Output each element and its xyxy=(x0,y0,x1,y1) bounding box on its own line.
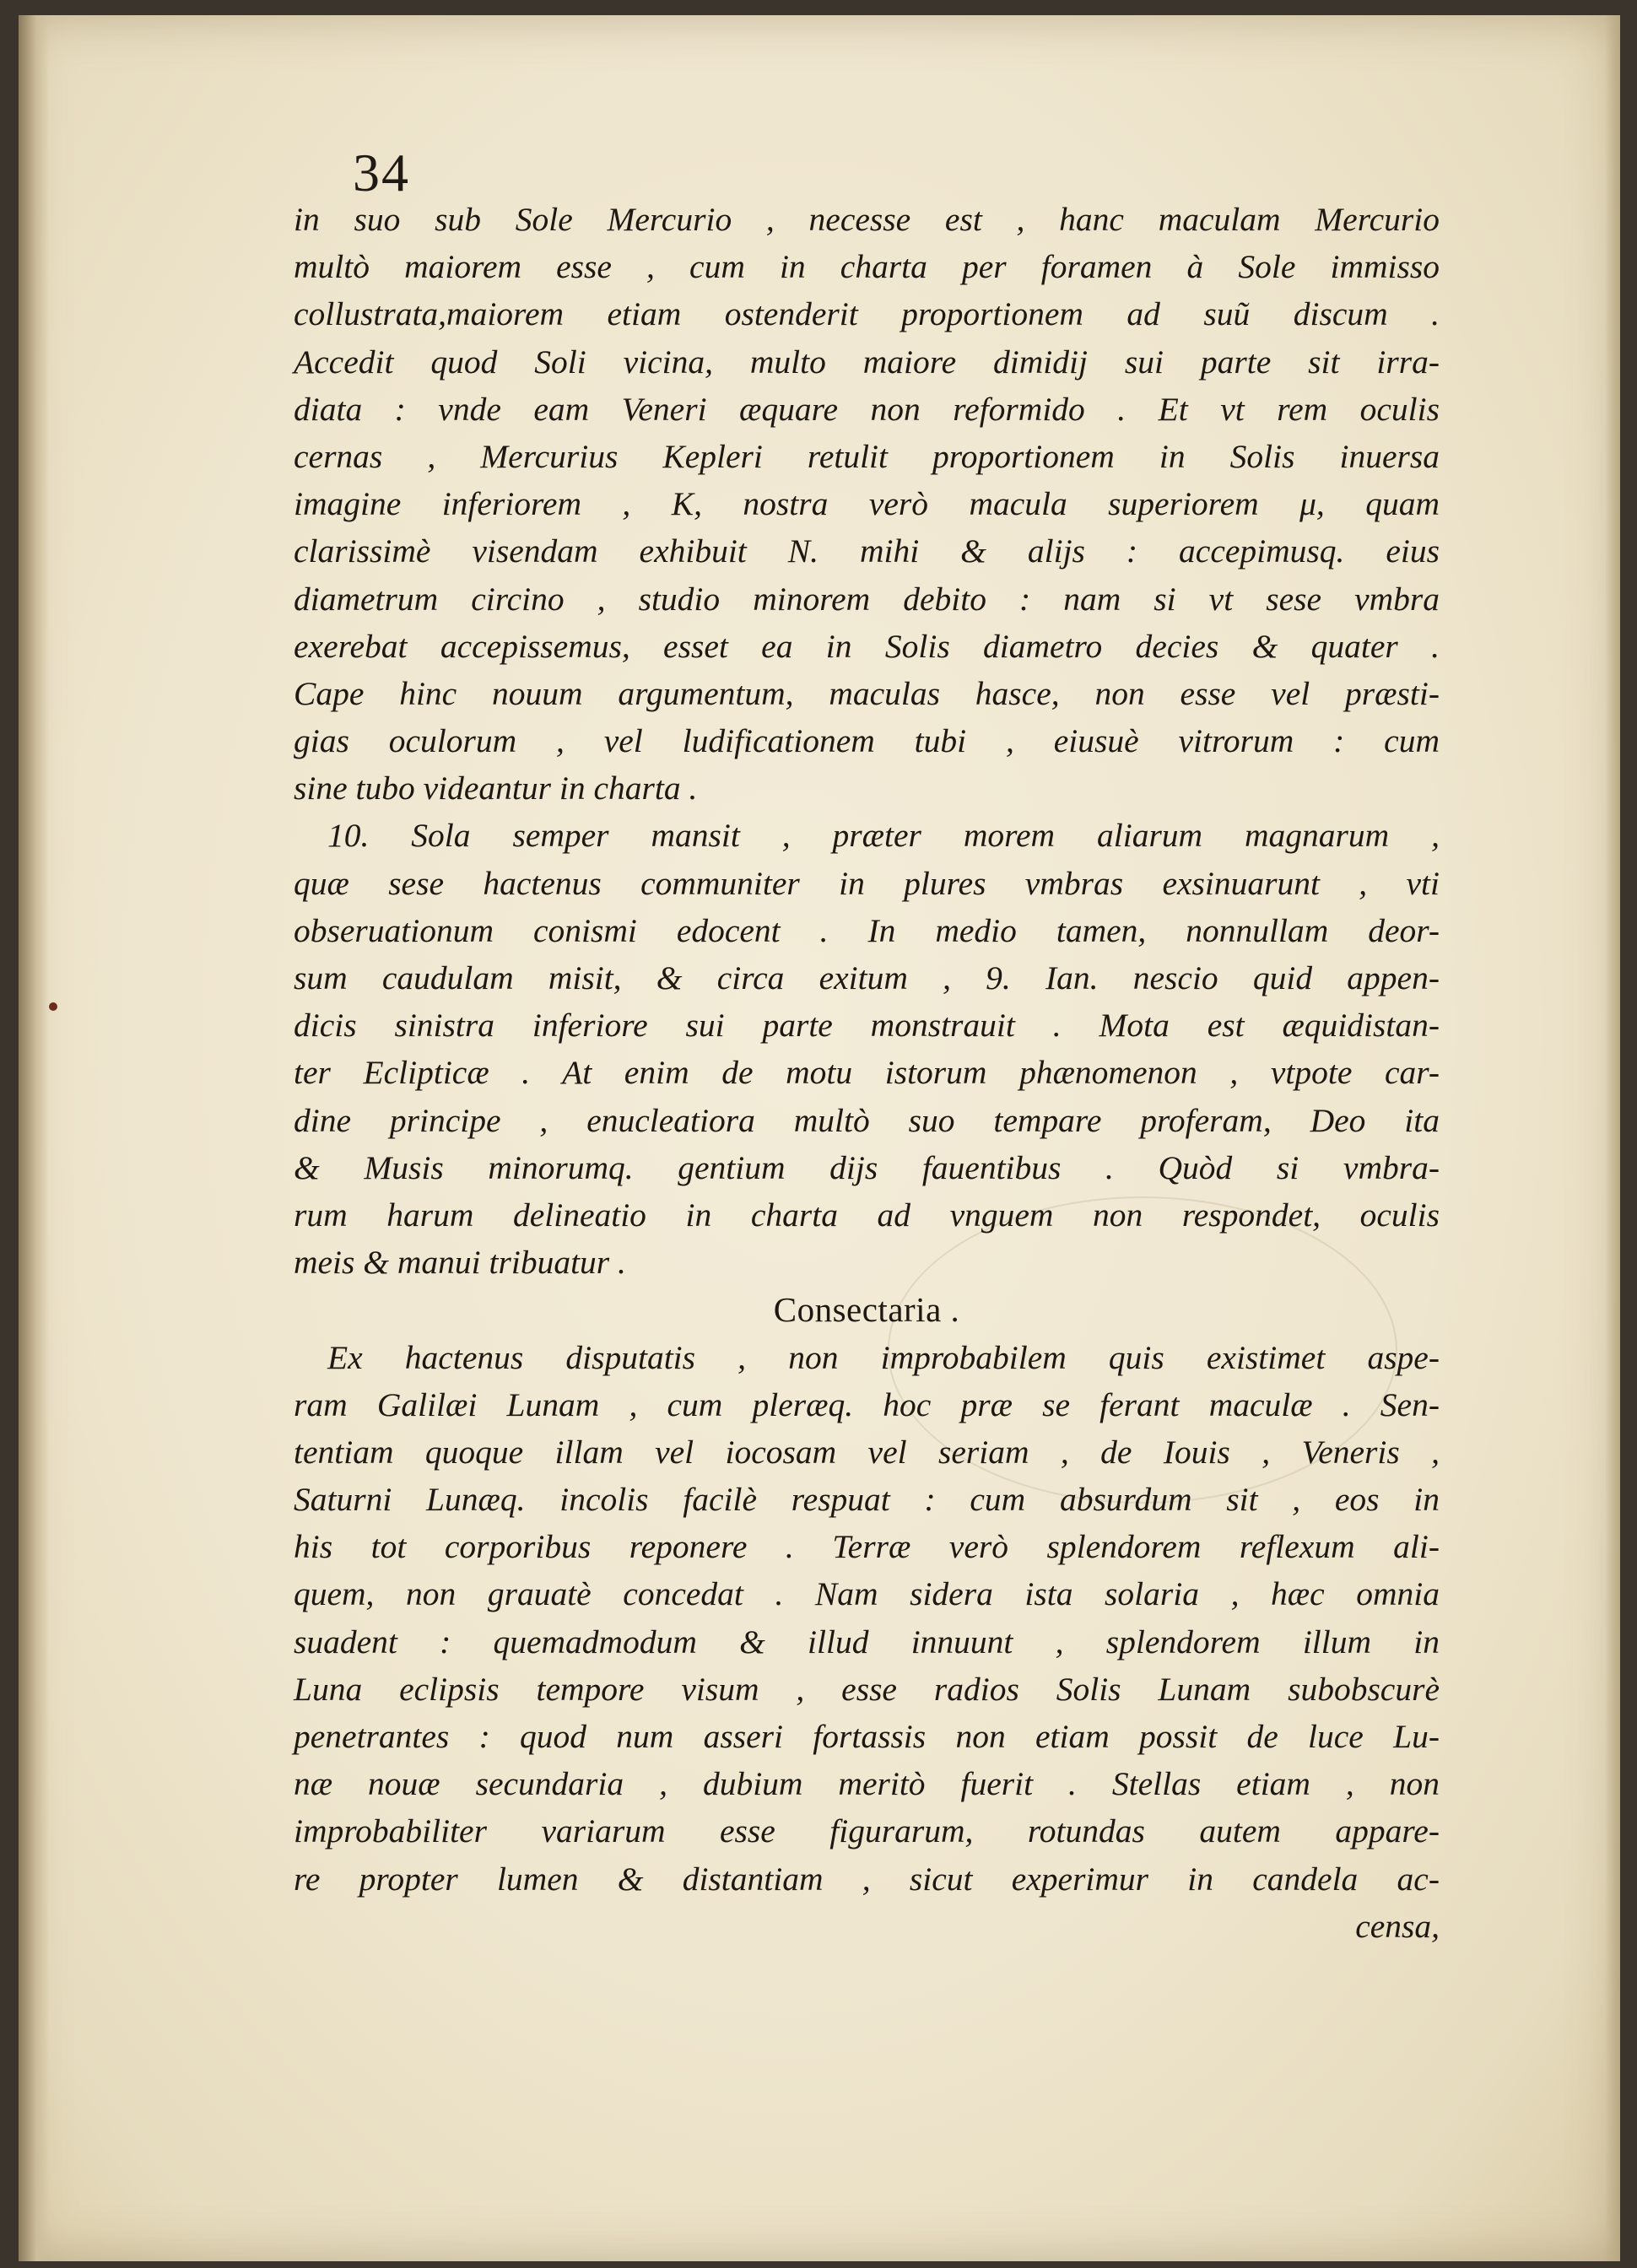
page-text xyxy=(294,196,1440,1950)
text-line: re propter lumen & distantiam , sicut experimur in candela ac- xyxy=(294,1860,1440,1898)
text-line: Ex hactenus disputatis , non improbabilem quis existimet aspe- xyxy=(327,1338,1440,1376)
text-line: Accedit quod Soli vicina, multo maiore dimidij sui parte sit irra- xyxy=(294,343,1440,381)
text-line: sum caudulam misit, & circa exitum , 9. Ian. nescio quid appen- xyxy=(294,959,1440,996)
text-line: gias oculorum , vel ludificationem tubi , eiusuè vitrorum : cum xyxy=(294,722,1440,760)
section-heading: Consectaria . xyxy=(773,1290,960,1330)
text-line: in suo sub Sole Mercurio , necesse est , hanc maculam Mercurio xyxy=(294,201,1440,238)
text-line: diametrum circino , studio minorem debito : nam si vt sese vmbra xyxy=(294,580,1440,618)
text-line: Cape hinc nouum argumentum, maculas hasce, non esse vel præsti- xyxy=(294,674,1440,712)
page-gutter xyxy=(19,15,49,2261)
text-line: diata : vnde eam Veneri æquare non reformido . Et vt rem oculis xyxy=(294,390,1440,428)
page-edge xyxy=(1605,15,1620,2261)
text-line: Saturni Lunæq. incolis facilè respuat : cum absurdum sit , eos in xyxy=(294,1481,1440,1519)
text-line: & Musis minorumq. gentium dijs fauentibus . Quòd si vmbra- xyxy=(294,1148,1440,1186)
text-line: suadent : quemadmodum & illud innuunt , splendorem illum in xyxy=(294,1623,1440,1660)
text-line: rum harum delineatio in charta ad vnguem non respondet, oculis xyxy=(294,1196,1440,1234)
text-line: cernas , Mercurius Kepleri retulit proportionem in Solis inuersa xyxy=(294,437,1440,475)
text-line: meis & manui tribuatur . xyxy=(294,1244,626,1282)
text-line: dine principe , enucleatiora multò suo tempare proferam, Deo ita xyxy=(294,1101,1440,1139)
text-line: dicis sinistra inferiore sui parte monstrauit . Mota est æquidistan- xyxy=(294,1007,1440,1045)
ink-speck xyxy=(49,1002,57,1011)
text-line: 10. Sola semper mansit , præter morem aliarum magnarum , xyxy=(327,817,1440,855)
text-line: quem, non grauatè concedat . Nam sidera ista solaria , hæc omnia xyxy=(294,1575,1440,1613)
text-line: obseruationum conismi edocent . In medio tamen, nonnullam deor- xyxy=(294,911,1440,949)
text-line: collustrata,maiorem etiam ostenderit proportionem ad suũ discum . xyxy=(294,295,1440,333)
text-line: improbabiliter variarum esse figurarum, rotundas autem appare- xyxy=(294,1812,1440,1850)
text-line: quæ sese hactenus communiter in plures vmbras exsinuarunt , vti xyxy=(294,864,1440,902)
text-line: penetrantes : quod num asseri fortassis non etiam possit de luce Lu- xyxy=(294,1718,1440,1755)
text-line: imagine inferiorem , K, nostra verò macula superiorem μ, quam xyxy=(294,485,1440,523)
text-line: exerebat accepissemus, esset ea in Solis diametro decies & quater . xyxy=(294,627,1440,665)
text-line: ram Galilæi Lunam , cum pleræq. hoc præ se ferant maculæ . Sen- xyxy=(294,1385,1440,1423)
text-line: clarissimè visendam exhibuit N. mihi & alijs : accepimusq. eius xyxy=(294,532,1440,570)
text-line: multò maiorem esse , cum in charta per foramen à Sole immisso xyxy=(294,248,1440,286)
text-line: næ nouæ secundaria , dubium meritò fuerit . Stellas etiam , non xyxy=(294,1765,1440,1803)
catchword: censa, xyxy=(1355,1907,1440,1945)
text-line: tentiam quoque illam vel iocosam vel seriam , de Iouis , Veneris , xyxy=(294,1433,1440,1471)
text-line: ter Eclipticæ . At enim de motu istorum phænomenon , vtpote car- xyxy=(294,1054,1440,1092)
text-line: sine tubo videantur in charta . xyxy=(294,770,698,807)
text-line: Luna eclipsis tempore visum , esse radios Solis Lunam subobscurè xyxy=(294,1670,1440,1708)
page-number: 34 xyxy=(353,143,410,202)
text-line: his tot corporibus reponere . Terræ verò splendorem reflexum ali- xyxy=(294,1528,1440,1566)
